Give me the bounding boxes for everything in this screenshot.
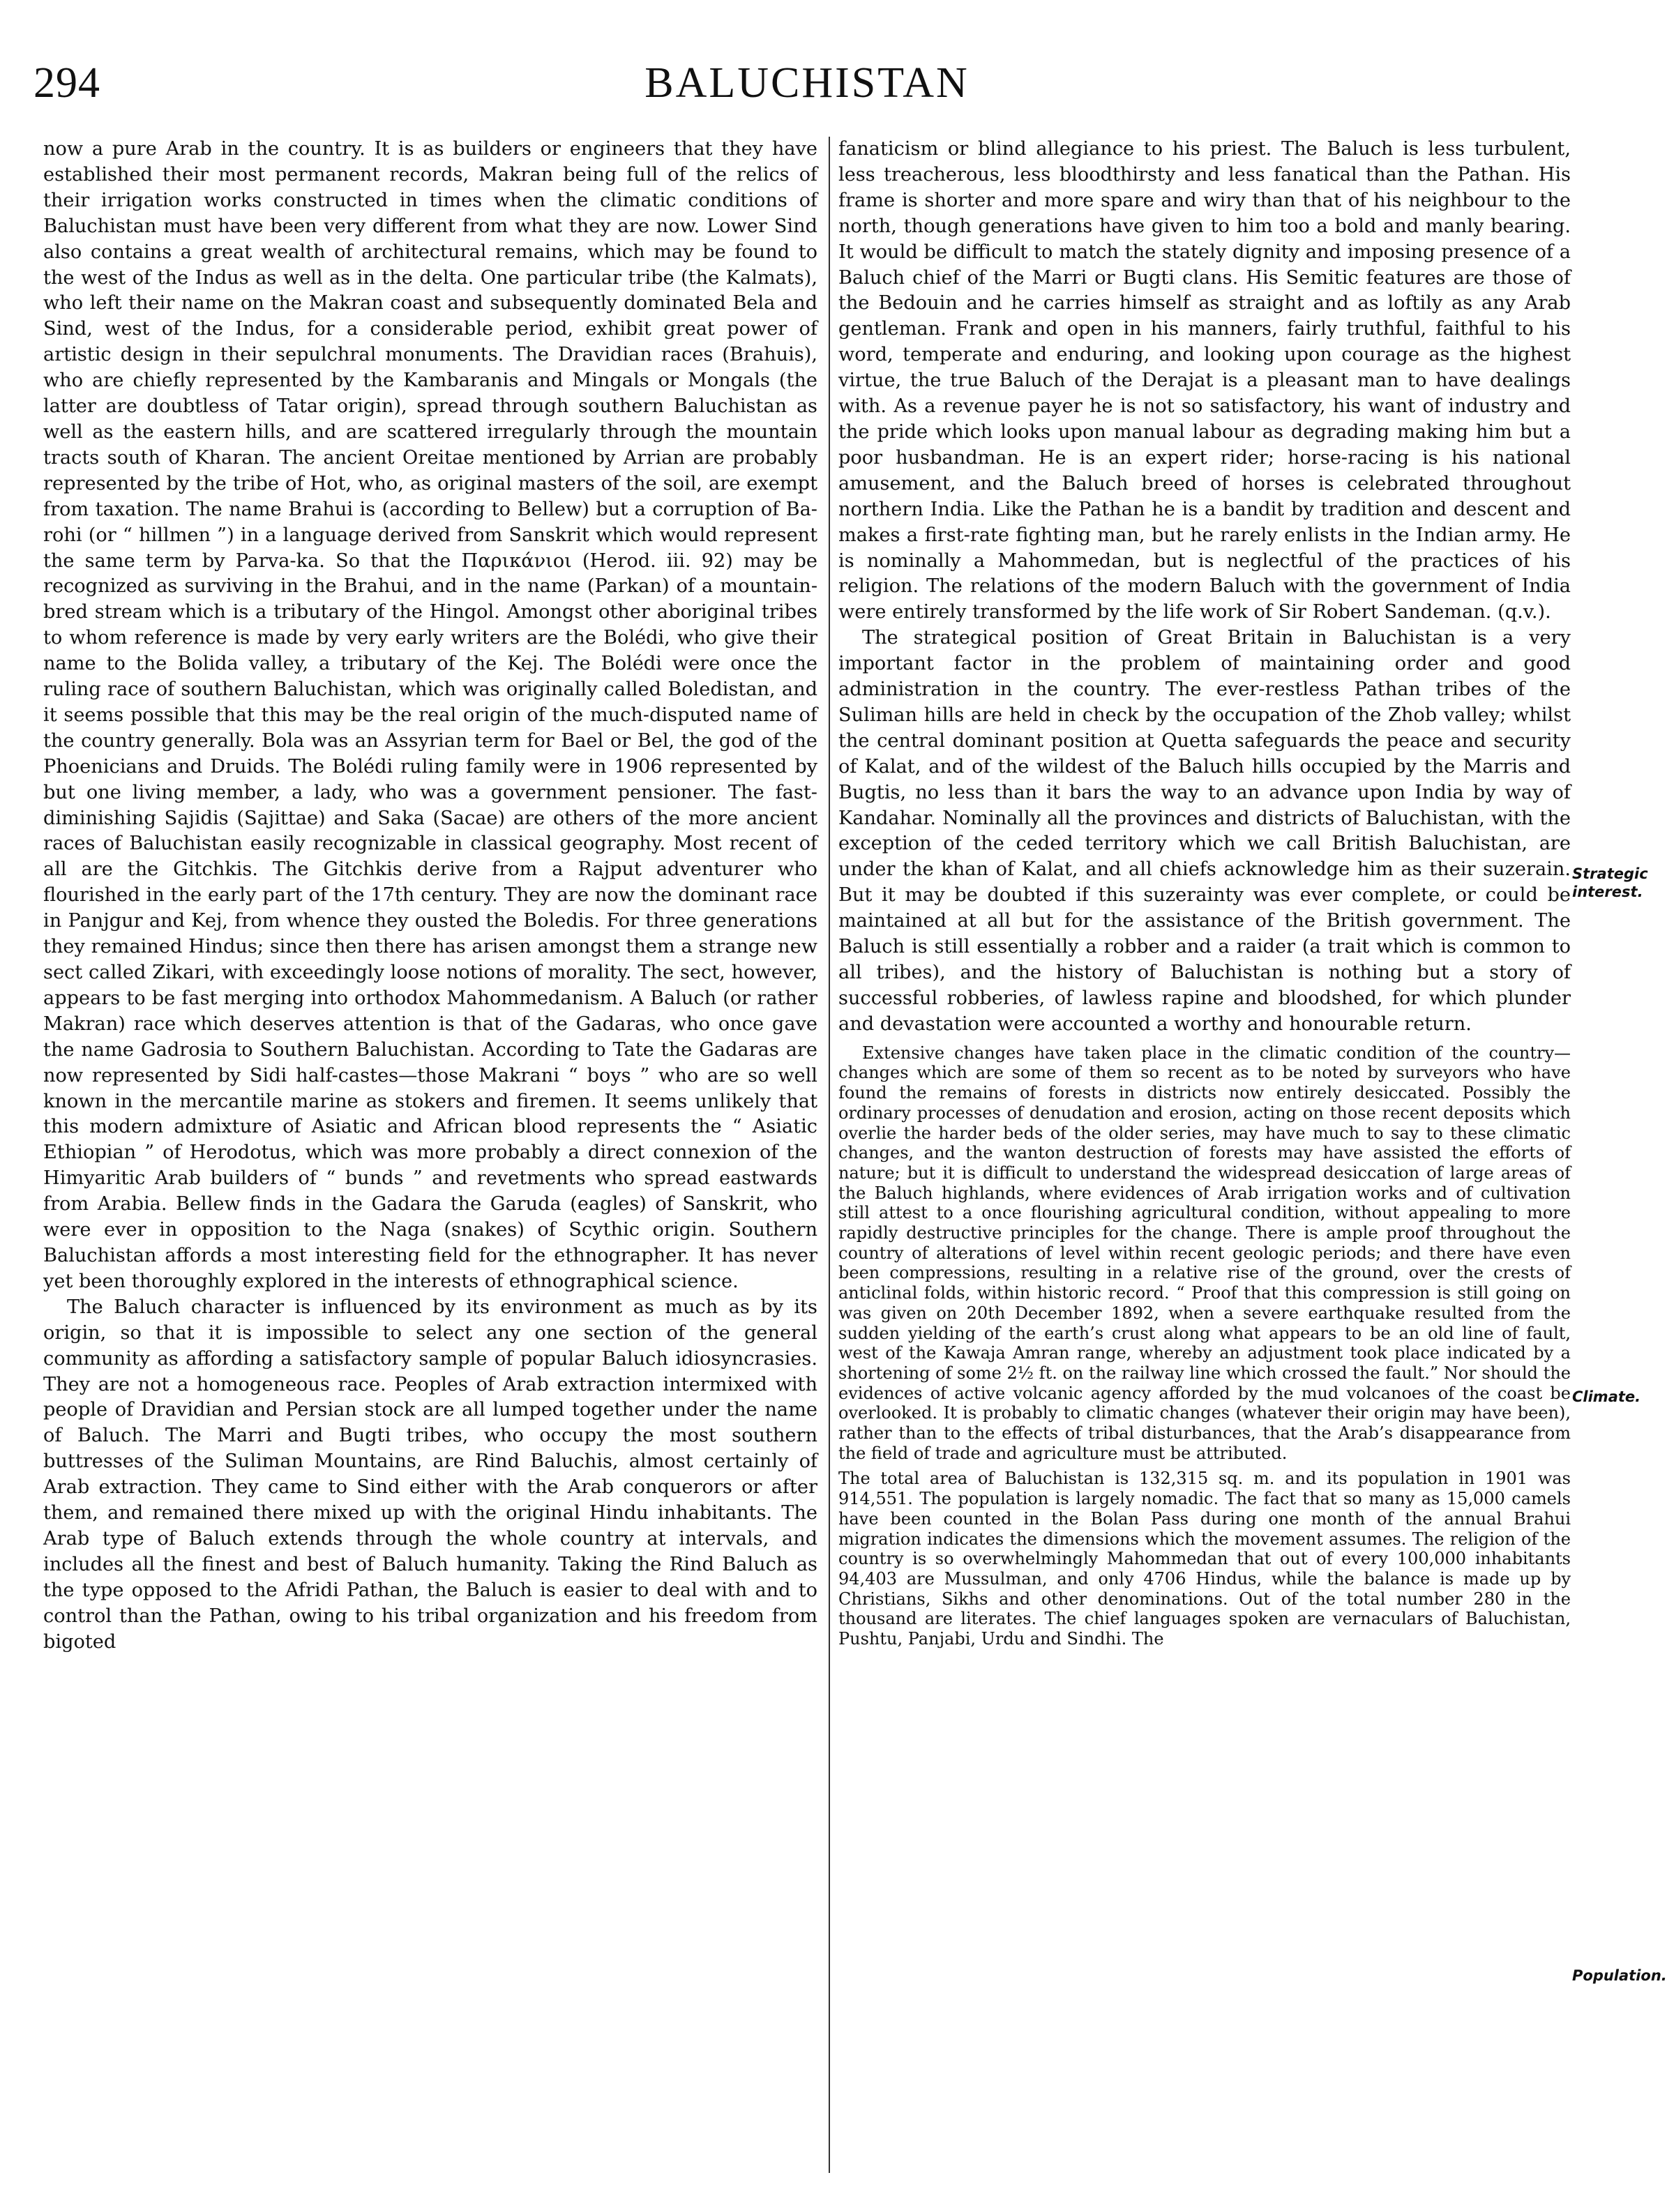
paragraph-strategic-interest: The strategical position of Great Britain in Baluchistan is a very important factor in the problem of maintaining order and good administration in the country. The ever-restless Pathan tribes of the Suliman hills are held in check by the occupation of the Zhob valley; whilst the central dominant position at Quetta safeguards the peace and security of Kalat, and of the wildest of the Baluch hills occupied by the Marris and Bugtis, no less than it bars the way to an advance upon India by way of Kandahar. Nominally all the provinces and districts of Baluchistan, with the exception of the ceded territory which we call British Baluchistan, are under the khan of Kalat, and all chiefs acknowledge him as their suzerain. But it may be doubted if this suzerainty was ever complete, or could be maintained at all but for the assistance of the British government. The Baluch is still essentially a robber and a raider (a trait which is common to all tribes), and the history of Baluchistan is nothing but a story of successful robberies, of lawless rapine and bloodshed, for which plunder and devastation were accounted a worthy and honourable return. — [838, 627, 1571, 1035]
column-divider — [829, 137, 830, 2173]
paragraph-baluch-traits: fanaticism or blind allegiance to his priest. The Baluch is less turbulent, less treacherous, less bloodthirsty and less fanatical than the Pathan. His frame is shorter and more spare and wiry than that of his neighbour to the north, though generations have given to him too a bold and manly bearing. It would be difficult to match the stately dignity and imposing presence of a Baluch chief of the Marri or Bugti clans. His Semitic features are those of the Bedouin and he carries himself as straight and as loftily as any Arab gentleman. Frank and open in his manners, fairly truthful, faithful to his word, temperate and enduring, and looking upon courage as the highest virtue, the true Baluch of the Derajat is a pleasant man to have dealings with. As a revenue payer he is not so satisfactory, his want of industry and the pride which looks upon manual labour as degrading making him but a poor husbandman. He is an expert rider; horse-racing is his national amusement, and the Baluch breed of horses is celebrated throughout northern India. Like the Pathan he is a bandit by tradition and descent and makes a first-rate fighting man, but he rarely enlists in the Indian army. He is nominally a Mahommedan, but is neglectful of the practices of his religion. The relations of the modern Baluch with the government of India were entirely transformed by the life work of Sir Robert Sandeman. (q.v.). — [838, 138, 1571, 623]
page-number: 294 — [33, 59, 100, 107]
paragraph-baluch-character: The Baluch character is influenced by its environment as much as by its origin, so that it is impossible to select any one section of the general community as affording a satisfactory sample of popular Baluch idiosyncrasies. They are not a homogeneous race. Peoples of Arab extraction intermixed with people of Dravidian and Persian stock are all lumped together under the name of Baluch. The Marri and Bugti tribes, who occupy the most southern buttresses of the Suliman Mountains, are Rind Baluchis, almost certainly of Arab extraction. They came to Sind either with the Arab conquerors or after them, and remained there mixed up with the original Hindu inhabitants. The Arab type of Baluch extends through the whole country at intervals, and includes all the finest and best of Baluch humanity. Taking the Rind Baluch as the type opposed to the Afridi Pathan, the Baluch is easier to deal with and to control than the Pathan, owing to his tribal organization and his freedom from bigoted — [43, 1296, 817, 1653]
right-column — [838, 137, 1571, 1649]
page-title: BALUCHISTAN — [644, 59, 970, 107]
side-note-population: Population. — [1572, 1967, 1667, 1984]
side-note-climate: Climate. — [1572, 1388, 1641, 1405]
left-column — [43, 137, 817, 1655]
side-note-strategic: Strategic interest. — [1572, 865, 1648, 900]
paragraph-population: The total area of Baluchistan is 132,315 sq. m. and its population in 1901 was 914,551. The population is largely nomadic. The fact that so many as 15,000 camels have been counted in the Bolan Pass during one month of the annual Brahui migration indicates the dimensions which the movement assumes. The religion of the country is so overwhelmingly Mahommedan that out of every 100,000 inhabitants 94,403 are Mussulman, and only 4706 Hindus, while the balance is made up by Christians, Sikhs and other denominations. Out of the total number 280 in the thousand are literates. The chief languages spoken are vernaculars of Baluchistan, Pushtu, Panjabi, Urdu and Sindhi. The — [838, 1469, 1571, 1649]
paragraph-tribes: now a pure Arab in the country. It is as builders or engineers that they have established their most permanent records, Makran being full of the relics of their irrigation works constructed in times when the climatic conditions of Baluchistan must have been very different from what they are now. Lower Sind also contains a great wealth of architectural remains, which may be found to the west of the Indus as well as in the delta. One particular tribe (the Kalmats), who left their name on the Makran coast and subsequently dominated Bela and Sind, west of the Indus, for a considerable period, exhibit great power of artistic design in their sepulchral monuments. The Dravidian races (Brahuis), who are chiefly represented by the Kambaranis and Mingals or Mongals (the latter are doubtless of Tatar origin), spread through southern Baluchistan as well as the eastern hills, and are scattered irregularly through the mountain tracts south of Kharan. The ancient Oreitae mentioned by Arrian are probably represented by the tribe of Hot, who, as original masters of the soil, are exempt from taxation. The name Brahui is (according to Bellew) but a corruption of Ba-rohi (or “ hillmen ”) in a language derived from Sanskrit which would represent the same term by Parva-ka. So that the Παρικάνιοι (Herod. iii. 92) may be recognized as surviving in the Brahui, and in the name (Parkan) of a mountain-bred stream which is a tributary of the Hingol. Amongst other aboriginal tribes to whom reference is made by very early writers are the Bolédi, who give their name to the Bolida valley, a tributary of the Kej. The Bolédi were once the ruling race of southern Baluchistan, which was originally called Boledistan, and it seems possible that this may be the real origin of the much-disputed name of the country generally. Bola was an Assyrian term for Bael or Bel, the god of the Phoenicians and Druids. The Bolédi ruling family were in 1906 represented by but one living member, a lady, who was a government pensioner. The fast-diminishing Sajidis (Sajittae) and Saka (Sacae) are others of the more ancient races of Baluchistan easily recognizable in classical geography. Most recent of all are the Gitchkis. The Gitchkis derive from a Rajput adventurer who flourished in the early part of the 17th century. They are now the dominant race in Panjgur and Kej, from whence they ousted the Boledis. For three generations they remained Hindus; since then there has arisen amongst them a strange new sect called Zikari, with exceedingly loose notions of morality. The sect, however, appears to be fast merging into orthodox Mahommedanism. A Baluch (or rather Makran) race which deserves attention is that of the Gadaras, who once gave the name Gadrosia to Southern Baluchistan. According to Tate the Gadaras are now represented by Sidi half-castes—those Makrani “ boys ” who are so well known in the mercantile marine as stokers and firemen. It seems unlikely that this modern admixture of Asiatic and African blood represents the “ Asiatic Ethiopian ” of Herodotus, which was more probably a direct connexion of the Himyaritic Arab builders of “ bunds ” and revetments who spread eastwards from Arabia. Bellew finds in the Gadara the Garuda (eagles) of Sanskrit, who were ever in opposition to the Naga (snakes) of Scythic origin. Southern Baluchistan affords a most interesting field for the ethnographer. It has never yet been thoroughly explored in the interests of ethnographical science. — [43, 138, 817, 1292]
paragraph-climate: Extensive changes have taken place in the climatic condition of the country—changes which are some of them so recent as to be noted by surveyors who have found the remains of forests in districts now entirely desiccated. Possibly the ordinary processes of denudation and erosion, acting on those recent deposits which overlie the harder beds of the older series, may have much to say to these climatic changes, and the wanton destruction of forests may have assisted the efforts of nature; but it is difficult to understand the widespread desiccation of large areas of the Baluch highlands, where evidences of Arab irrigation works and of cultivation still attest to a once flourishing agricultural condition, without appealing to more rapidly destructive principles for the change. There is ample proof throughout the country of alterations of level within recent geologic periods; and there have even been compressions, resulting in a relative rise of the ground, over the crests of anticlinal folds, within historic record. “ Proof that this compression is still going on was given on 20th December 1892, when a severe earthquake resulted from the sudden yielding of the earth’s crust along what appears to be an old line of fault, west of the Kawaja Amran range, whereby an adjustment took place indicated by a shortening of some 2½ ft. on the railway line which crossed the fault.” Nor should the evidences of active volcanic agency afforded by the mud volcanoes of the coast be overlooked. It is probably to climatic changes (whatever their origin may have been), rather than to the effects of tribal disturbances, that the Arab’s disappearance from the field of trade and agriculture must be attributed. — [838, 1043, 1571, 1463]
